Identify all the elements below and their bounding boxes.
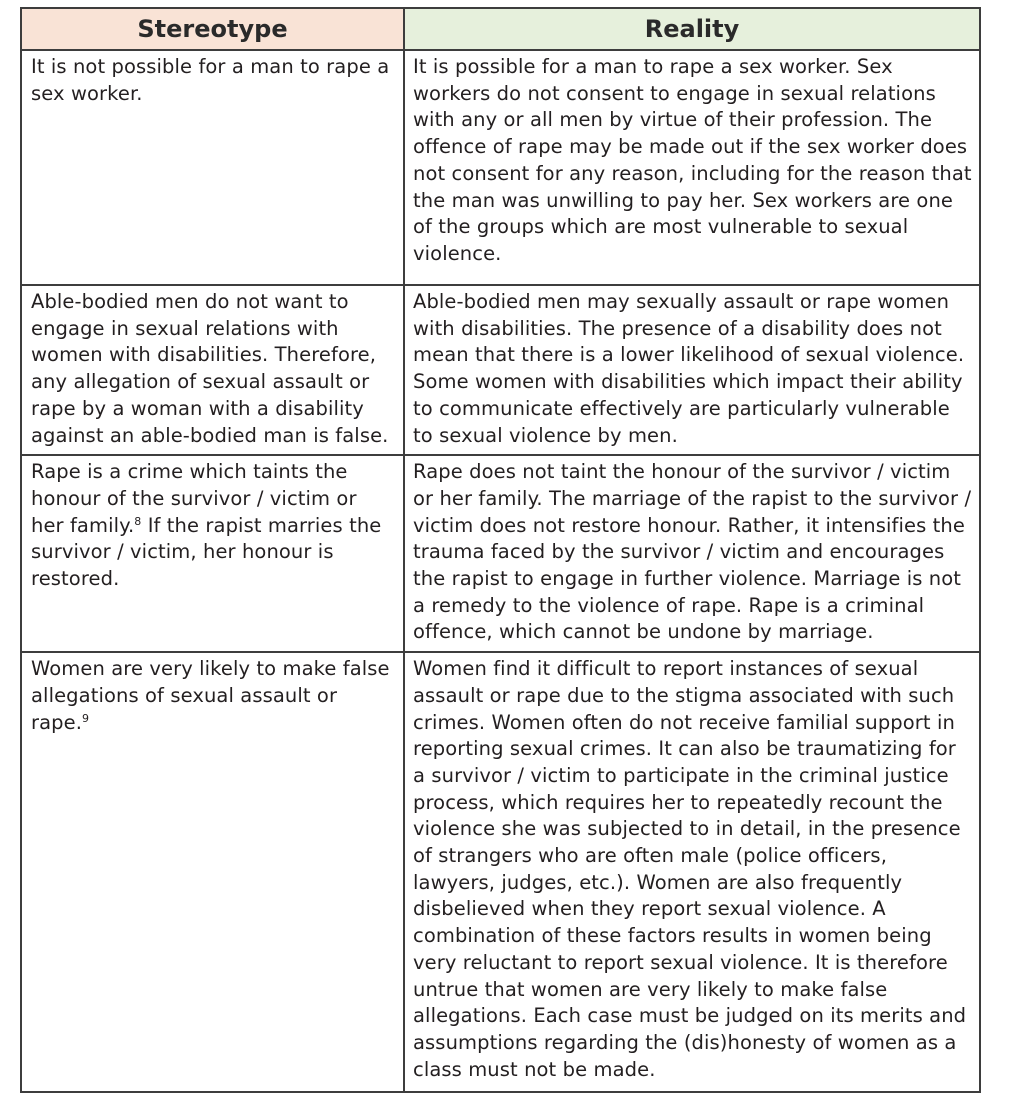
- reality-cell: It is possible for a man to rape a sex worker. Sex workers do not consent to engage in sexual relations with any or all men by virtue of their profession. The offence of rape may be made out if the sex worker does not consent for any reason, including for the reason that the man was unwilling to pay her. Sex workers are one of the groups which are most vulnerable to sexual violence.: [404, 50, 980, 285]
- stereotype-text: Women are very likely to make false allegations of sexual assault or rape.: [31, 657, 390, 734]
- reality-cell: Able-bodied men may sexually assault or rape women with disabilities. The presence of a disability does not mean that there is a lower likelihood of sexual violence. Some women with disabilities which impact their ability to communicate effectively are particularly vulnerable to sexual violence by men.: [404, 285, 980, 455]
- reality-cell: Women find it difficult to report instances of sexual assault or rape due to the stigma associated with such crimes. Women often do not receive familial support in reporting sexual crimes. It can also be traumatizing for a survivor / victim to participate in the criminal justice process, which requires her to repeatedly recount the violence she was subjected to in detail, in the presence of strangers who are often male (police officers, lawyers, judges, etc.). Women are also frequently disbelieved when they report sexual violence. A combination of these factors results in women being very reluctant to report sexual violence. It is therefore untrue that women are very likely to make false allegations. Each case must be judged on its merits and assumptions regarding the (dis)honesty of women as a class must not be made.: [404, 652, 980, 1092]
- stereotype-reality-table: [20, 7, 981, 1093]
- table-row: [21, 50, 980, 285]
- stereotype-cell: [21, 652, 404, 1092]
- stereotype-text-cont: If the rapist marries the survivor / victim, her honour is restored.: [31, 513, 382, 591]
- table-row: [21, 652, 980, 1092]
- stereotype-cell: It is not possible for a man to rape a sex worker.: [21, 50, 404, 285]
- footnote-marker[interactable]: 9: [82, 711, 90, 725]
- header-stereotype: Stereotype: [21, 8, 404, 50]
- reality-cell: Rape does not taint the honour of the survivor / victim or her family. The marriage of the rapist to the survivor / victim does not restore honour. Rather, it intensifies the trauma faced by the survivor / victim and encourages the rapist to engage in further violence. Marriage is not a remedy to the violence of rape. Rape is a criminal offence, which cannot be undone by marriage.: [404, 455, 980, 652]
- table-row: [21, 285, 980, 455]
- footnote-marker[interactable]: 8: [134, 514, 142, 528]
- header-reality: Reality: [404, 8, 980, 50]
- table-row: [21, 455, 980, 652]
- stereotype-cell: [21, 455, 404, 652]
- stereotype-text: Rape is a crime which taints the honour of the survivor / victim or her family.: [31, 460, 357, 537]
- header-row: [21, 8, 980, 50]
- stereotype-cell: Able-bodied men do not want to engage in sexual relations with women with disabilities. Therefore, any allegation of sexual assault or rape by a woman with a disability against an able-bodied man is false.: [21, 285, 404, 455]
